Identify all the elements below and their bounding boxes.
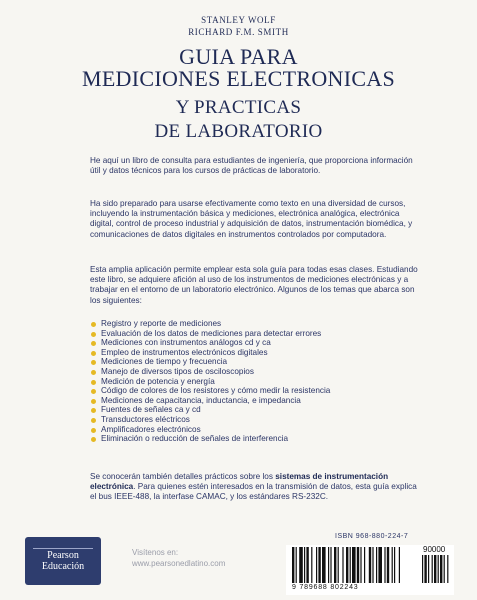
publisher-url: www.pearsonedlatino.com bbox=[132, 559, 226, 568]
topic-item: Amplificadores electrónicos bbox=[90, 425, 430, 435]
barcode-bar bbox=[424, 555, 426, 583]
visit-label: Visítenos en: bbox=[132, 548, 179, 557]
barcode-bar bbox=[376, 547, 377, 583]
barcode-bar bbox=[328, 547, 329, 583]
barcode-bar bbox=[422, 555, 423, 583]
barcode-bar bbox=[378, 547, 382, 583]
barcode-bar bbox=[440, 555, 442, 583]
barcode-bar bbox=[447, 555, 448, 583]
barcode-bar bbox=[330, 547, 331, 583]
barcode-bar bbox=[364, 547, 365, 583]
barcode-bar bbox=[384, 547, 385, 583]
barcode-bar bbox=[338, 547, 339, 583]
logo-line-2: Educación bbox=[41, 561, 85, 572]
barcode-bar bbox=[352, 547, 356, 583]
barcode-bar bbox=[311, 547, 312, 583]
title-line-3: Y PRACTICAS bbox=[175, 97, 302, 118]
topic-item: Medición de potencia y energía bbox=[90, 377, 430, 387]
barcode-bar bbox=[334, 547, 336, 583]
barcode-bar bbox=[434, 555, 436, 583]
topic-item: Empleo de instrumentos electrónicos digitales bbox=[90, 348, 430, 358]
authors bbox=[0, 14, 477, 38]
barcode-bar bbox=[350, 547, 351, 583]
barcode-bar bbox=[444, 555, 445, 583]
barcode-bar bbox=[292, 547, 294, 583]
topic-item: Mediciones con instrumentos análogos cd y ca bbox=[90, 338, 430, 348]
topic-item: Eliminación o reducción de señales de interferencia bbox=[90, 434, 430, 444]
topic-item: Mediciones de tiempo y frecuencia bbox=[90, 357, 430, 367]
logo-line-1: Pearson bbox=[47, 550, 79, 561]
barcode-bar bbox=[369, 547, 371, 583]
topic-item: Evaluación de los datos de mediciones para detectar errores bbox=[90, 329, 430, 339]
barcode-bar bbox=[318, 547, 320, 583]
barcode-bar bbox=[296, 547, 297, 583]
title-line-4: DE LABORATORIO bbox=[154, 121, 323, 142]
author-2: RICHARD F.M. SMITH bbox=[188, 27, 289, 37]
barcode-bar bbox=[387, 547, 389, 583]
author-1: STANLEY WOLF bbox=[201, 15, 276, 25]
barcode-bar bbox=[322, 547, 326, 583]
topic-item: Código de colores de los resistores y cómo medir la resistencia bbox=[90, 386, 430, 396]
topic-item: Mediciones de capacitancia, inductancia, e impedancia bbox=[90, 396, 430, 406]
barcode-bar bbox=[399, 547, 400, 583]
barcode-bar bbox=[432, 555, 433, 583]
barcode-bar bbox=[394, 547, 395, 583]
barcode-bar bbox=[360, 547, 361, 583]
topic-item: Fuentes de señales ca y cd bbox=[90, 405, 430, 415]
barcode-addon: 90000 bbox=[423, 545, 446, 554]
isbn-label: ISBN 968-880-224-7 bbox=[335, 533, 409, 540]
barcode-bar bbox=[372, 547, 373, 583]
topic-item: Registro y reporte de mediciones bbox=[90, 319, 430, 329]
barcode-bar bbox=[357, 547, 359, 583]
barcode-bar bbox=[392, 547, 393, 583]
systems-text-bold: sistemas de instrumentación electrónica bbox=[90, 472, 389, 492]
barcode-bar bbox=[299, 547, 303, 583]
intro-paragraph: He aquí un libro de consulta para estudiantes de ingeniería, que proporciona información útil y datos técnicos para los cursos de prácticas de laboratorio. bbox=[90, 156, 413, 176]
barcode-bar bbox=[428, 555, 429, 583]
topic-item: Manejo de diversos tipos de osciloscopios bbox=[90, 367, 430, 377]
barcode-bar bbox=[346, 547, 348, 583]
barcode-bar bbox=[306, 547, 308, 583]
systems-text-pre: Se conocerán también detalles prácticos sobre los bbox=[90, 472, 276, 481]
publisher-logo bbox=[25, 537, 101, 585]
courses-paragraph: Ha sido preparado para usarse efectivamente como texto en una diversidad de cursos, incluyendo la instrumentación básica y mediciones, electrónica analógica, electrónica digital, control de proceso industrial y adquisición de datos, instrumentación biomédica, y comunicaciones de datos digitales en instrumentos controlados por computadora. bbox=[90, 199, 413, 239]
topic-item: Transductores eléctricos bbox=[90, 415, 430, 425]
systems-paragraph bbox=[90, 472, 420, 503]
barcode-bar bbox=[316, 547, 317, 583]
barcode-number: 9 789688 802243 bbox=[292, 584, 359, 591]
publisher-visit bbox=[132, 547, 225, 569]
topics-list bbox=[90, 319, 430, 444]
barcode-bar bbox=[342, 547, 343, 583]
title-line-1: GUIA PARA bbox=[179, 44, 298, 69]
barcode-bar bbox=[304, 547, 305, 583]
title-line-2: MEDICIONES ELECTRONICAS bbox=[81, 66, 396, 91]
barcode-bar bbox=[438, 555, 439, 583]
systems-text-post: . Para quienes estén interesados en la transmisión de datos, esta guía explica el bus IEEE-488, la interfase CAMAC, y los estándares RS-232C. bbox=[90, 482, 417, 502]
application-paragraph: Esta amplia aplicación permite emplear esta sola guía para todas esas clases. Estudiando este libro, se adquiere afición al uso de los instrumentos de mediciones electrónicas y a trabajar en el entorno de un laboratorio electrónico. Algunos de los temas que abarca son los siguientes: bbox=[90, 265, 418, 305]
